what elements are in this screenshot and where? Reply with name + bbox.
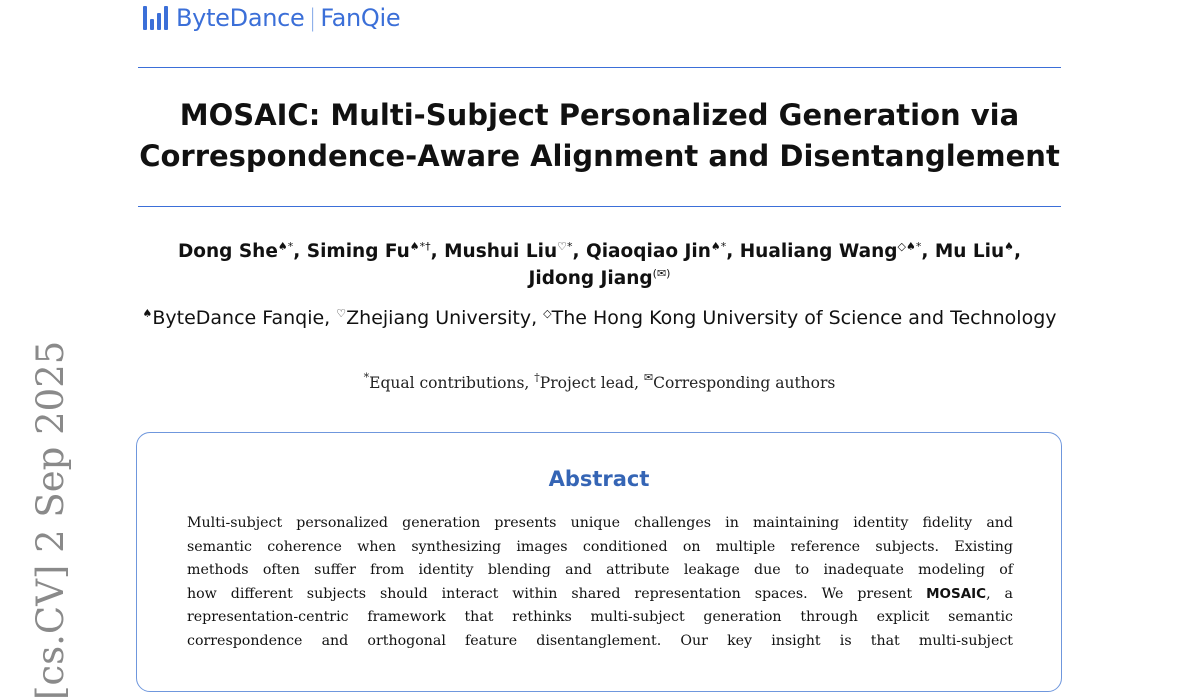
contribution-note: *Equal contributions <box>363 371 525 392</box>
contribution-note: ✉Corresponding authors <box>643 371 836 392</box>
abstract-line: semantic coherence when synthesizing images conditioned on multiple reference subjects. Existing <box>187 538 1013 555</box>
arxiv-side-stamp: [cs.CV] 2 Sep 2025 <box>29 340 72 700</box>
author: Dong She♠* <box>177 240 294 262</box>
abstract-line: how different subjects should interact within shared representation spaces. We present MOSAIC, a <box>187 585 1013 602</box>
affiliation: ♡Zhejiang University <box>336 307 532 329</box>
title-line: MOSAIC: Multi-Subject Personalized Generation via <box>179 98 1020 132</box>
abstract-line: correspondence and orthogonal feature disentanglement. Our key insight is that multi-subject <box>187 632 1013 649</box>
affiliation: ♠ByteDance Fanqie <box>142 307 325 329</box>
abstract-body <box>187 512 1013 653</box>
bar-chart-logo-icon <box>143 6 168 30</box>
title-bottom-rule <box>138 206 1061 207</box>
contribution-notes: *Equal contributions, †Project lead, ✉Corresponding authors <box>363 371 836 392</box>
author: Siming Fu♠*† <box>306 240 431 262</box>
paper-title <box>138 95 1061 177</box>
author-list: Dong She♠*, Siming Fu♠*†, Mushui Liu♡*, Qiaoqiao Jin♠*, Hualiang Wang◇♠*, Mu Liu♠, Jidong Jiang(✉) <box>177 240 1022 289</box>
brand-divider: | <box>308 4 317 32</box>
abstract-line: methods often suffer from identity blending and attribute leakage due to inadequate modeling of <box>187 562 1013 578</box>
abstract-line: Multi-subject personalized generation presents unique challenges in maintaining identity fidelity and <box>187 515 1013 531</box>
author: Qiaoqiao Jin♠* <box>585 240 727 262</box>
method-name: MOSAIC <box>926 585 987 602</box>
top-rule <box>138 67 1061 68</box>
abstract-heading: Abstract <box>548 467 650 491</box>
affiliation-list: ♠ByteDance Fanqie, ♡Zhejiang University, ◇The Hong Kong University of Science and Technology <box>142 307 1057 329</box>
brand-name-primary: ByteDance <box>176 4 305 32</box>
author: Mu Liu♠ <box>934 240 1015 262</box>
brand-name-secondary: FanQie <box>320 4 401 32</box>
abstract-box <box>136 432 1062 692</box>
affiliation: ◇The Hong Kong University of Science and Technology <box>543 307 1057 329</box>
title-line: Correspondence-Aware Alignment and Disentanglement <box>139 139 1060 173</box>
author: Jidong Jiang(✉) <box>528 267 671 289</box>
abstract-line: representation-centric framework that rethinks multi-subject generation through explicit semantic <box>187 609 1013 625</box>
contribution-note: †Project lead <box>534 371 635 392</box>
author: Hualiang Wang◇♠* <box>739 240 922 262</box>
bytedance-fanqie-logo <box>143 4 400 32</box>
author: Mushui Liu♡* <box>444 240 573 262</box>
